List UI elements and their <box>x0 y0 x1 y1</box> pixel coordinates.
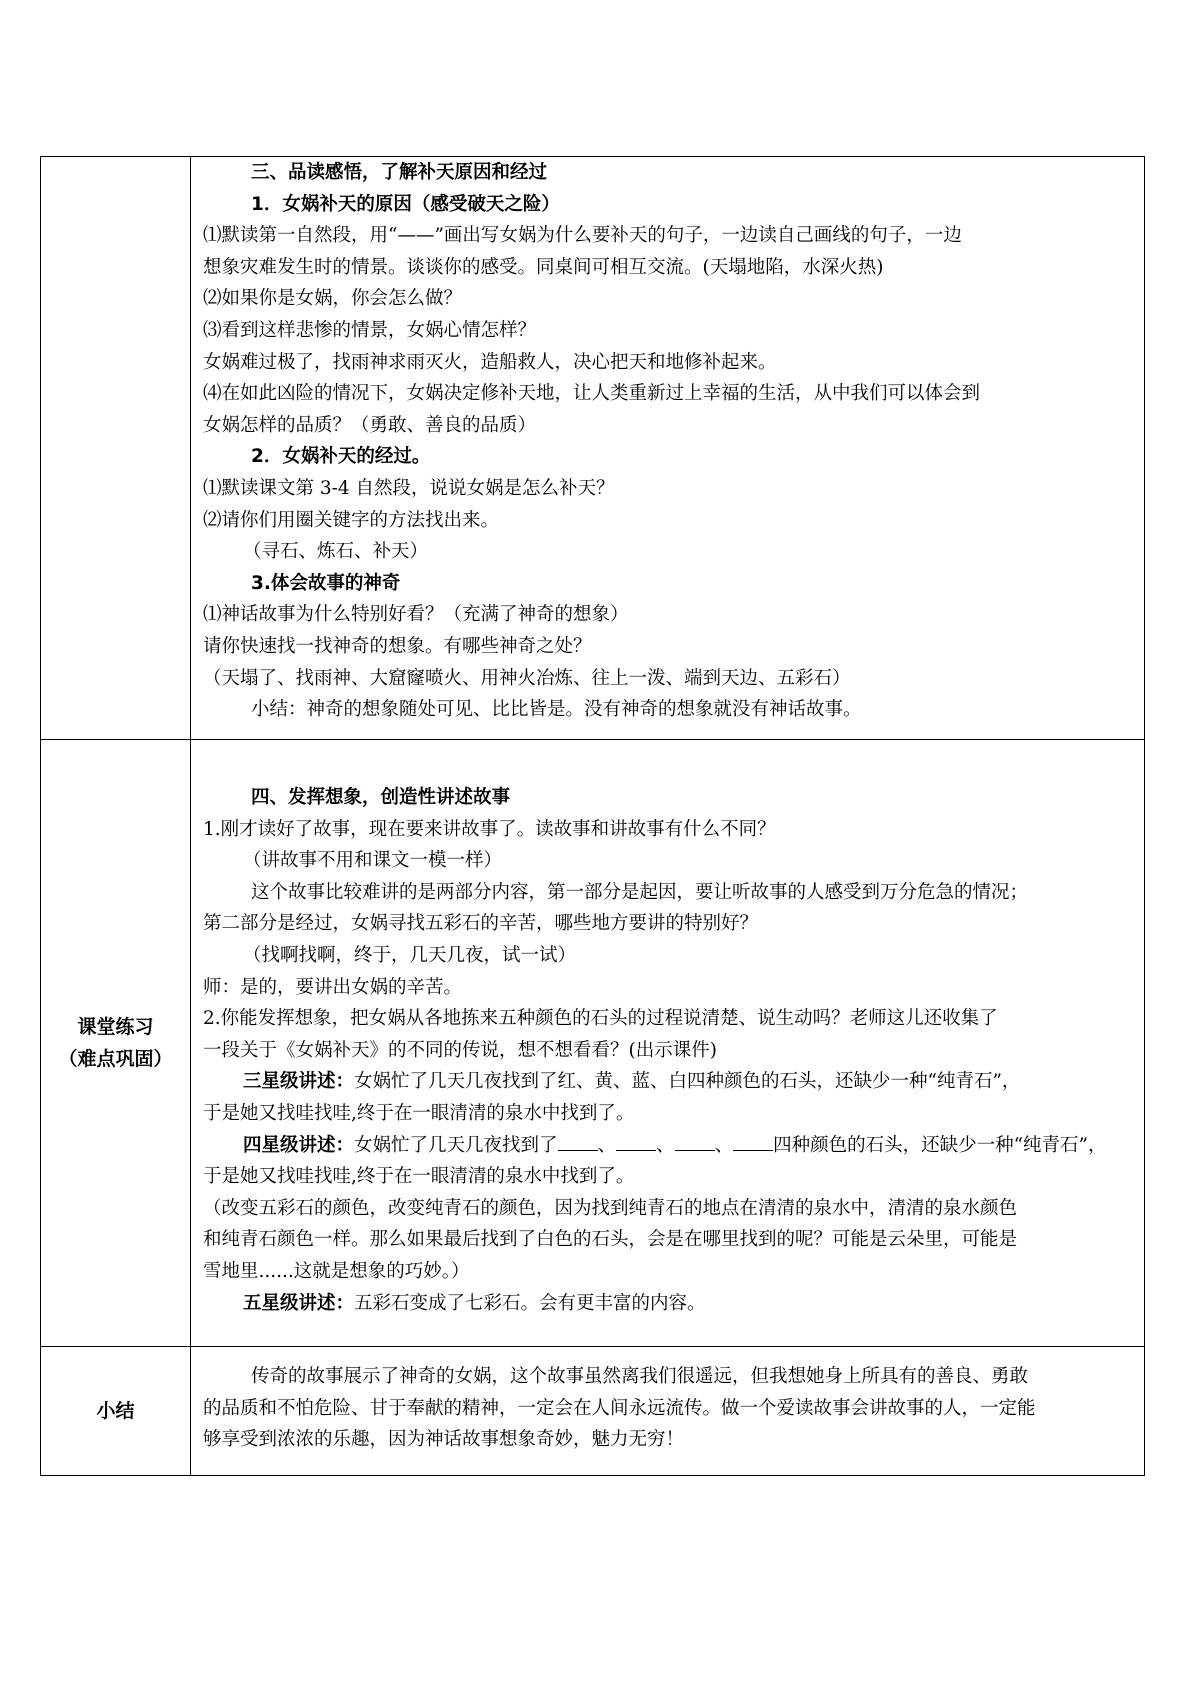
paragraph-line: 小结：神奇的想象随处可见、比比皆是。没有神奇的想象就没有神话故事。 <box>251 699 862 721</box>
fill-blank <box>558 1130 598 1151</box>
row-label-line: 课堂练习 <box>77 1016 154 1038</box>
subheading: 2．女娲补天的经过。 <box>251 446 431 468</box>
paragraph-line <box>203 1130 1138 1162</box>
section-heading: 四、发挥想象，创造性讲述故事 <box>251 787 511 808</box>
paragraph-line: 于是她又找哇找哇,终于在一眼清清的泉水中找到了。 <box>203 1102 635 1124</box>
paragraph-line: ⑶看到这样悲惨的情景，女娲心情怎样？ <box>203 319 537 341</box>
four-star-label: 四星级讲述： <box>243 1134 355 1156</box>
paragraph-line: 第二部分是经过，女娲寻找五彩石的辛苦，哪些地方要讲的特别好？ <box>203 913 759 935</box>
subheading: 1．女娲补天的原因（感受破天之险） <box>251 193 560 215</box>
section-three-content <box>191 157 1145 740</box>
three-star-text: 女娲忙了几天几夜找到了红、黄、蓝、白四种颜色的石头，还缺少一种“纯青石”， <box>354 1071 1021 1093</box>
paragraph-line: 雪地里......这就是想象的巧妙。） <box>203 1260 470 1282</box>
fill-blank <box>675 1130 715 1151</box>
table-row <box>41 1347 1145 1476</box>
paragraph-line: 1.刚才读好了故事，现在要来讲故事了。读故事和讲故事有什么不同？ <box>203 818 776 840</box>
section-four-content <box>191 740 1145 1347</box>
paragraph-line <box>203 1066 1138 1098</box>
row-label-line: （难点巩固） <box>58 1048 173 1070</box>
three-star-label: 三星级讲述： <box>243 1071 355 1093</box>
four-star-text-end: 四种颜色的石头，还缺少一种“纯青石”， <box>773 1134 1107 1156</box>
paragraph-line: ⑷在如此凶险的情况下，女娲决定修补天地，让人类重新过上幸福的生活，从中我们可以体会到 <box>203 383 981 405</box>
paragraph-line: ⑴默读课文第 3-4 自然段，说说女娲是怎么补天？ <box>203 477 615 499</box>
row-label-empty <box>41 157 191 740</box>
blank-separator: 、 <box>714 1134 734 1156</box>
paragraph-line: （天塌了、找雨神、大窟窿喷火、用神火冶炼、往上一泼、端到天边、五彩石） <box>203 667 851 689</box>
paragraph-line: 想象灾难发生时的情景。谈谈你的感受。同桌间可相互交流。(天塌地陷，水深火热) <box>203 256 884 278</box>
paragraph-line: ⑴神话故事为什么特别好看？（充满了神奇的想象） <box>203 604 629 626</box>
paragraph-line: ⑵如果你是女娲，你会怎么做？ <box>203 288 463 310</box>
subheading: 3.体会故事的神奇 <box>251 572 401 594</box>
paragraph-line: 于是她又找哇找哇,终于在一眼清清的泉水中找到了。 <box>203 1166 635 1188</box>
paragraph-line: （寻石、炼石、补天） <box>243 541 429 563</box>
paragraph-line: 师：是的，要讲出女娲的辛苦。 <box>203 976 463 998</box>
paragraph-line: 2.你能发挥想象，把女娲从各地拣来五种颜色的石头的过程说清楚、说生动吗？老师这儿还收集了 <box>203 1008 998 1030</box>
paragraph-line: 的品质和不怕危险、甘于奉献的精神，一定会在人间永远流传。做一个爱读故事会讲故事的人，一定能 <box>203 1397 1036 1419</box>
lesson-plan-table <box>40 156 1145 1476</box>
four-star-text: 女娲忙了几天几夜找到了 <box>354 1134 558 1156</box>
fill-blank <box>733 1130 773 1151</box>
paragraph-line <box>203 1288 1138 1320</box>
table-row <box>41 740 1145 1347</box>
paragraph-line: （讲故事不用和课文一模一样） <box>243 850 503 872</box>
blank-separator: 、 <box>656 1134 675 1156</box>
five-star-label: 五星级讲述： <box>243 1292 355 1314</box>
five-star-text: 五彩石变成了七彩石。会有更丰富的内容。 <box>354 1292 706 1314</box>
paragraph-line: 传奇的故事展示了神奇的女娲，这个故事虽然离我们很遥远，但我想她身上所具有的善良、勇敢 <box>251 1366 1029 1387</box>
paragraph-line: （找啊找啊，终于，几天几夜，试一试） <box>243 944 577 966</box>
table-row <box>41 157 1145 740</box>
paragraph-line: （改变五彩石的颜色，改变纯青石的颜色，因为找到纯青石的地点在清清的泉水中，清清的泉水颜色 <box>203 1197 1018 1219</box>
paragraph-line: ⑴默读第一自然段，用“——”画出写女娲为什么要补天的句子，一边读自己画线的句子，一边 <box>203 225 962 247</box>
fill-blank <box>616 1130 656 1151</box>
paragraph-line: 够享受到浓浓的乐趣，因为神话故事想象奇妙，魅力无穷！ <box>203 1429 685 1451</box>
blank-separator: 、 <box>597 1134 617 1156</box>
paragraph-line: 请你快速找一找神奇的想象。有哪些神奇之处？ <box>203 635 592 657</box>
paragraph-line: 女娲怎样的品质？（勇敢、善良的品质） <box>203 414 537 436</box>
paragraph-line: 女娲难过极了，找雨神求雨灭火，造船救人，决心把天和地修补起来。 <box>203 351 777 373</box>
row-label-summary: 小结 <box>41 1347 191 1476</box>
paragraph-line: ⑵请你们用圈关键字的方法找出来。 <box>203 509 500 531</box>
paragraph-line: 这个故事比较难讲的是两部分内容，第一部分是起因，要让听故事的人感受到万分危急的情况； <box>251 881 1029 903</box>
spacer <box>203 740 1138 782</box>
row-label-practice <box>41 740 191 1347</box>
summary-content <box>191 1347 1145 1476</box>
paragraph-line: 一段关于《女娲补天》的不同的传说，想不想看看？(出示课件) <box>203 1039 717 1061</box>
spacer <box>203 1347 1138 1361</box>
paragraph-line: 和纯青石颜色一样。那么如果最后找到了白色的石头，会是在哪里找到的呢？可能是云朵里，可能是 <box>203 1229 1018 1251</box>
section-heading: 三、品读感悟，了解补天原因和经过 <box>251 162 548 183</box>
